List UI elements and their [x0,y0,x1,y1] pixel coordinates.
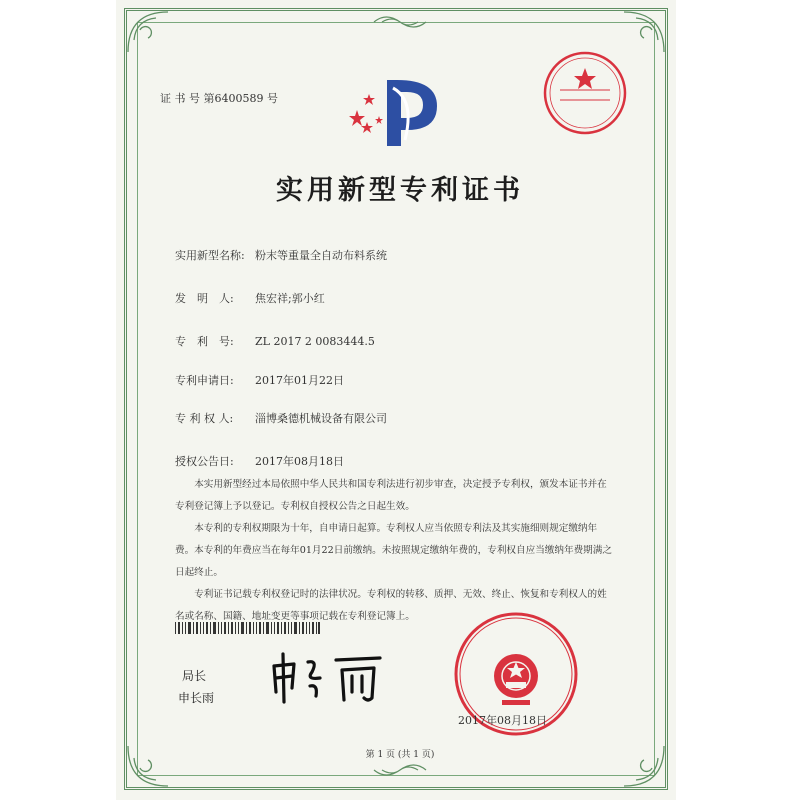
field-value: 焦宏祥;郭小红 [255,292,325,305]
page-number: 第 1 页 (共 1 页) [365,750,435,760]
field-grant-date [175,453,344,469]
field-patentee [175,410,387,426]
body-paragraph: 本实用新型经过本局依照中华人民共和国专利法进行初步审查，决定授予专利权，颁发本证书并在专利登记簿上予以登记。专利权自授权公告之日起生效。 [175,479,607,512]
field-value: 粉末等重量全自动布料系统 [255,249,387,262]
patent-office-logo-icon [345,70,455,150]
body-paragraph: 专利证书记载专利权登记时的法律状况。专利权的转移、质押、无效、终止、恢复和专利权人的姓名或名称、国籍、地址变更等事项记载在专利登记簿上。 [175,589,607,622]
field-patent-number [175,333,375,349]
signature [268,648,388,708]
officer-name: 申长雨 [178,691,215,705]
field-utility-model-name [175,247,387,263]
officer-title: 局长 [182,669,207,683]
agency-seal [540,48,630,138]
field-label: 实用新型名称: [175,249,245,262]
field-application-date [175,372,344,388]
certificate-body [175,474,615,628]
bottom-ornament [372,760,428,780]
barcode [175,622,320,634]
field-value: ZL 2017 2 0083444.5 [255,335,375,348]
field-value: 2017年08月18日 [255,455,344,468]
certificate-number: 证 书 号 第6400589 号 [160,92,278,105]
field-value: 淄博桑德机械设备有限公司 [255,412,387,425]
body-paragraph: 本专利的专利权期限为十年，自申请日起算。专利权人应当依照专利法及其实施细则规定缴纳年费。本专利的年费应当在每年01月22日前缴纳。未按照规定缴纳年费的，专利权自应当缴纳年费期满之日起终止。 [175,523,612,578]
field-label: 发 明 人: [175,292,234,305]
field-value: 2017年01月22日 [255,374,344,387]
field-inventor [175,290,325,306]
field-label: 专利申请日: [175,374,234,387]
certificate-title: 实用新型专利证书 [276,175,524,206]
seal-date: 2017年08月18日 [458,714,547,727]
field-label: 专 利 号: [175,335,234,348]
top-ornament [372,12,428,32]
field-label: 授权公告日: [175,455,234,468]
field-label: 专 利 权 人: [175,412,234,425]
corner-ornament [126,10,170,54]
